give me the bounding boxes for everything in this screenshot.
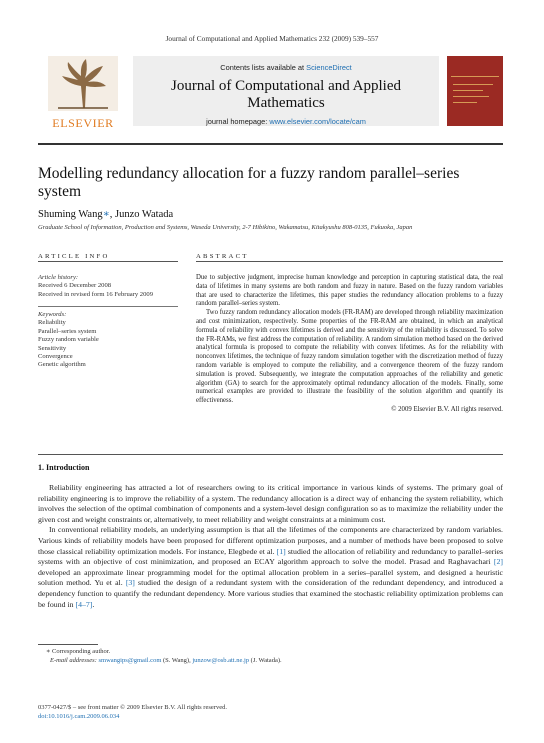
citation-link[interactable]: [3] — [125, 578, 135, 588]
sciencedirect-link[interactable]: ScienceDirect — [306, 63, 352, 72]
author-list — [38, 208, 173, 220]
body-paragraph — [38, 525, 503, 610]
email-label: E-mail addresses: — [50, 656, 97, 664]
footnote — [38, 648, 338, 665]
footnote-text: Corresponding author. — [52, 648, 111, 655]
abstract-heading: ABSTRACT — [196, 253, 249, 260]
text-run: studied the design of a redundant system with the consideration of the redundant dependency, and introduced a dependency function to quantify the redundant dependency. More various studies that examined the stochastic reliability optimization problems can be found in — [38, 578, 504, 609]
footnote-marker: ∗ — [46, 648, 51, 655]
journal-title-line1: Journal of Computational and Applied — [171, 78, 401, 94]
abstract-paragraph: Two fuzzy random redundancy allocation models (FR-RAM) are developed through reliability maximization and cost minimization, respectively. Some properties of the FR-RAM are obtained, in which an analytical formula of reliability with convex lifetimes is derived and the sensitivity of the reliability is discussed. To solve the FR-RAMs, we first address the computation of reliability. A random simulation method based on the derived analytical formula is proposed to compute the reliability with convex lifetimes. As for the reliability with nonconvex lifetimes, the technique of fuzzy random simulation together with the discretization method of fuzzy random variable is employed to compute the reliability, and a convergence theorem of the fuzzy random simulation is proved. Subsequently, we integrate the computation approaches of the reliability and genetic algorithm (GA) to search for the approximately optimal redundancy allocation of the models. Finally, some numerical examples are provided to illustrate the feasibility of the solution algorithm and quantify its effectiveness. — [196, 309, 503, 405]
cover-line — [453, 102, 477, 103]
homepage-prefix: journal homepage: — [206, 117, 268, 126]
email-owner: (J. Watada). — [249, 656, 282, 664]
cover-line — [453, 84, 493, 85]
article-info-rule — [38, 261, 178, 262]
article-title-line1: Modelling redundancy allocation for a fuzzy random parallel–series — [38, 165, 460, 182]
affiliation: Graduate School of Information, Production and Systems, Waseda University, 2-7 Hibikino, Wakamatsu, Kitakyushu 808-0135, Fukuoka, Japan — [38, 224, 413, 231]
citation-link[interactable]: [4–7] — [75, 599, 93, 609]
abstract-paragraph: Due to subjective judgment, imprecise human knowledge and perception in capturing statistical data, the real data of lifetimes in many systems are both random and fuzzy in nature. Based on the fuzzy random variables that are used to characterize the lifetimes, this paper studies the redundancy allocation problems to a fuzzy random parallel–series system. — [196, 274, 503, 308]
contents-line — [133, 63, 439, 72]
article-info — [38, 265, 178, 370]
contents-prefix: Contents lists available at — [220, 63, 305, 72]
info-divider — [38, 306, 178, 307]
elsevier-tree-icon — [48, 56, 118, 111]
keywords-label: Keywords: — [38, 311, 67, 319]
keyword: Sensitivity — [38, 344, 67, 352]
received-date: Received 6 December 2008 — [38, 282, 112, 290]
article-title-line2: system — [38, 183, 82, 200]
homepage-link[interactable]: www.elsevier.com/locate/cam — [269, 117, 366, 126]
email-link[interactable]: junzow@osb.att.ne.jp — [192, 656, 250, 664]
keyword: Parallel–series system — [38, 327, 97, 335]
section-divider — [38, 454, 503, 455]
journal-title-line2: Mathematics — [247, 95, 325, 111]
footnote-rule — [38, 644, 98, 645]
article-title — [38, 165, 508, 201]
body-paragraph: Reliability engineering has attracted a lot of researchers owing to its critical importance in various kinds of systems. The primary goal of reliability engineering is to improve the reliability of a system. The redundancy allocation is a direct way of enhancing the system reliability, which involves the selection of the optimal combination of components and a system-level design configuration so as to maximize the reliability under the given cost and weight constraints or, alternatively, to meet reliability and weight constraints at a minimum cost. — [38, 483, 503, 524]
doi-link[interactable]: doi:10.1016/j.cam.2009.06.034 — [38, 713, 120, 720]
text-run: developed an approximate linear programming model for the optimal allocation problem in a series–parallel system, and designed a heuristic solution method. Yu et al. — [38, 567, 503, 588]
revised-date: Received in revised form 16 February 2009 — [38, 290, 153, 298]
email-line — [38, 657, 338, 666]
front-matter-info — [38, 703, 227, 721]
text-run: studied the allocation of reliability and redundancy to parallel–series systems with an objective of cost minimization, and proposed an ECAY algorithm approach to solve the model. Prasad and Raghavachari — [38, 546, 504, 567]
text-run: . — [92, 599, 95, 609]
email-owner: (S. Wang), — [161, 656, 193, 664]
cover-header — [451, 60, 499, 77]
citation-link[interactable]: [1] — [276, 546, 286, 556]
header-divider — [38, 143, 503, 145]
cover-line — [453, 96, 489, 97]
introduction-body — [38, 483, 503, 610]
citation-link[interactable]: [2] — [493, 557, 503, 567]
journal-cover-image — [447, 56, 503, 126]
corresponding-author-link[interactable]: ∗ — [102, 209, 110, 220]
abstract-rule — [196, 261, 503, 262]
issn-line: 0377-0427/$ – see front matter © 2009 Elsevier B.V. All rights reserved. — [38, 704, 227, 711]
publisher-name: ELSEVIER — [52, 116, 114, 130]
section-heading-introduction: 1. Introduction — [38, 463, 90, 472]
journal-title — [133, 78, 439, 112]
journal-homepage — [133, 117, 439, 126]
copyright-notice: © 2009 Elsevier B.V. All rights reserved. — [391, 405, 503, 413]
article-info-heading: ARTICLE INFO — [38, 253, 110, 260]
author-name: , Junzo Watada — [109, 209, 174, 220]
keyword: Fuzzy random variable — [38, 336, 99, 344]
author-name: Shuming Wang — [38, 209, 103, 220]
text-run: In conventional reliability models, an underlying assumption is that all the lifetimes of the components are characterized by random variables. Various kinds of reliability models have been proposed for different optimization purposes, and a number of methods have been proposed to solve those classical reliability optimization models. For instance, Elegbede et al. — [38, 525, 503, 556]
journal-reference: Journal of Computational and Applied Mathematics 232 (2009) 539–557 — [165, 34, 379, 43]
cover-line — [453, 90, 483, 91]
journal-banner — [133, 56, 439, 126]
history-label: Article history: — [38, 274, 79, 281]
abstract-body — [196, 265, 503, 415]
elsevier-logo — [38, 56, 128, 130]
corresponding-note — [38, 648, 338, 657]
keyword: Convergence — [38, 353, 73, 361]
keyword: Reliability — [38, 319, 66, 327]
email-link[interactable]: smwangips@gmail.com — [98, 656, 162, 664]
keyword: Genetic algorithm — [38, 361, 86, 369]
